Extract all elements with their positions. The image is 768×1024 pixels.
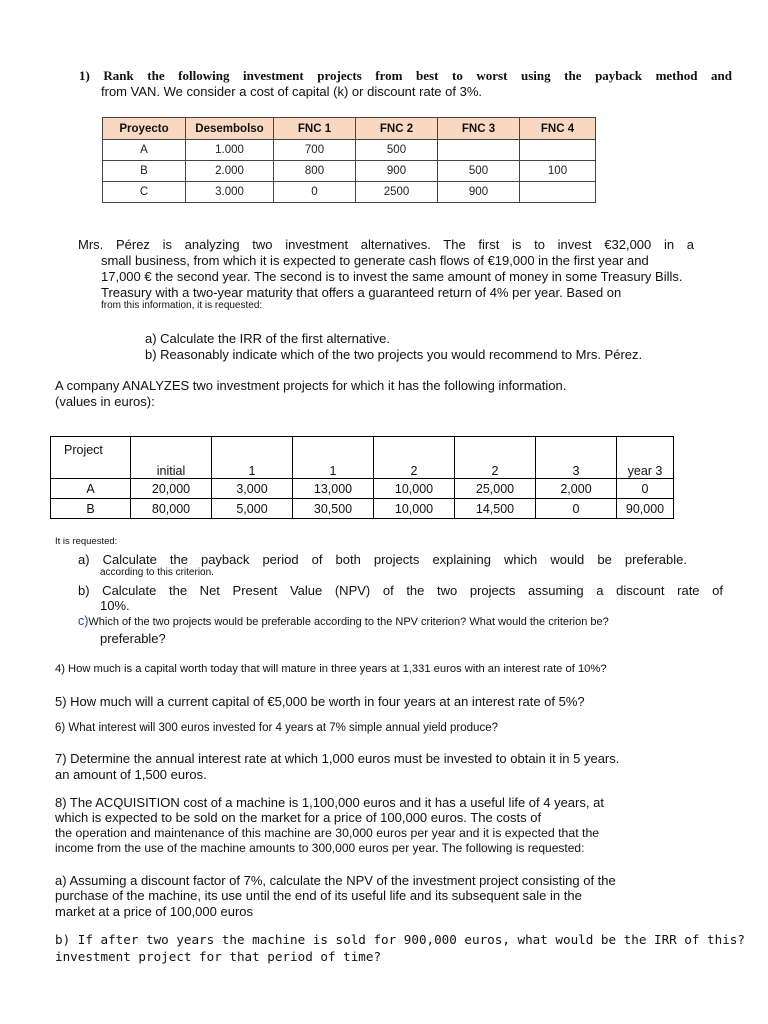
q2-item-b: b) Reasonably indicate which of the two projects you would recommend to Mrs. Pérez. <box>145 347 643 362</box>
table-cell: 3,000 <box>212 479 293 499</box>
table-corner-label: Project <box>51 437 131 479</box>
q3-item-c-text: Which of the two projects would be preferable according to the NPV criterion? What would the criterion be? <box>88 616 609 628</box>
table-cell: 3.000 <box>186 182 274 203</box>
table-cell: 80,000 <box>131 499 212 519</box>
table-header-spacer <box>536 437 617 459</box>
table-header: 2 <box>455 458 536 479</box>
table-header: FNC 2 <box>356 118 438 140</box>
table-cell: 900 <box>356 161 438 182</box>
table-header-row <box>51 437 674 459</box>
q3-item-a-line1: a) Calculate the payback period of both projects explaining which would be preferable. <box>78 552 687 567</box>
table-cell: 1.000 <box>186 140 274 161</box>
table-cell: B <box>51 499 131 519</box>
table-row <box>103 182 596 203</box>
q8-item-a-line1: a) Assuming a discount factor of 7%, calculate the NPV of the investment project consisting of the <box>55 873 616 888</box>
table-cell: 0 <box>617 479 674 499</box>
table-cell: 700 <box>274 140 356 161</box>
table-header-spacer <box>293 437 374 459</box>
table-cell: 2.000 <box>186 161 274 182</box>
q3-item-b-line2: 10%. <box>100 598 130 613</box>
table-cell: 30,500 <box>293 499 374 519</box>
table-cell: 0 <box>274 182 356 203</box>
table-header: 1 <box>293 458 374 479</box>
table-cell: A <box>51 479 131 499</box>
q8-line1: 8) The ACQUISITION cost of a machine is 1,100,000 euros and it has a useful life of 4 years, at <box>55 795 604 810</box>
table-header-spacer <box>212 437 293 459</box>
table-cell: 25,000 <box>455 479 536 499</box>
table-header: FNC 4 <box>520 118 596 140</box>
table-cell: 5,000 <box>212 499 293 519</box>
table-cell: 0 <box>536 499 617 519</box>
table-row <box>51 499 674 519</box>
table-cell: 2500 <box>356 182 438 203</box>
table-header-spacer <box>131 437 212 459</box>
q3-item-c-line2: preferable? <box>100 631 166 646</box>
table-cell: 100 <box>520 161 596 182</box>
table-header: 3 <box>536 458 617 479</box>
table-header: Desembolso <box>186 118 274 140</box>
table-cell: 10,000 <box>374 479 455 499</box>
table-cell: 900 <box>438 182 520 203</box>
table-cell <box>438 140 520 161</box>
table-projects-fnc <box>102 117 596 203</box>
q2-line2: small business, from which it is expected to generate cash flows of €19,000 in the first year and <box>101 253 649 268</box>
q3-item-a-line2: according to this criterion. <box>100 567 214 578</box>
table-header-row <box>51 458 674 479</box>
q4-text: 4) How much is a capital worth today that will mature in three years at 1,331 euros with an interest rate of 10%? <box>55 663 607 675</box>
table-cell: 13,000 <box>293 479 374 499</box>
table-header: FNC 3 <box>438 118 520 140</box>
q8-line4: income from the use of the machine amounts to 300,000 euros per year. The following is requested: <box>55 841 585 855</box>
table-cell: A <box>103 140 186 161</box>
table-header: Proyecto <box>103 118 186 140</box>
table-cell: B <box>103 161 186 182</box>
table-cell: 500 <box>438 161 520 182</box>
q3-item-b-line1: b) Calculate the Net Present Value (NPV) of the two projects assuming a discount rate of <box>78 583 723 598</box>
q3-item-c-line1 <box>78 615 609 629</box>
table-cell: C <box>103 182 186 203</box>
table-cell <box>520 182 596 203</box>
q2-line1: Mrs. Pérez is analyzing two investment alternatives. The first is to invest €32,000 in a <box>78 237 694 252</box>
q3-intro-line1: A company ANALYZES two investment projects for which it has the following information. <box>55 378 567 393</box>
table-header: 1 <box>212 458 293 479</box>
q8-item-b-line1: b) If after two years the machine is sold for 900,000 euros, what would be the IRR of this? <box>55 932 745 947</box>
q3-item-c-label: c) <box>78 614 89 628</box>
table-cell: 2,000 <box>536 479 617 499</box>
q7-line2: an amount of 1,500 euros. <box>55 767 207 782</box>
table-cell: 90,000 <box>617 499 674 519</box>
table-header: initial <box>131 458 212 479</box>
table-row <box>103 140 596 161</box>
table-cell: 800 <box>274 161 356 182</box>
q8-item-a-line2: purchase of the machine, its use until the end of its useful life and its subsequent sale in the <box>55 888 582 903</box>
table-header-spacer <box>617 437 674 459</box>
table-cell <box>520 140 596 161</box>
table-cell: 500 <box>356 140 438 161</box>
q2-line4: Treasury with a two-year maturity that offers a guaranteed return of 4% per year. Based on <box>101 285 622 300</box>
q7-line1: 7) Determine the annual interest rate at which 1,000 euros must be invested to obtain it in 5 years. <box>55 751 620 766</box>
table-row <box>103 161 596 182</box>
q2-line5: from this information, it is requested: <box>101 300 263 311</box>
q3-intro-line2: (values in euros): <box>55 394 155 409</box>
q1-line2: from VAN. We consider a cost of capital (k) or discount rate of 3%. <box>101 84 483 99</box>
table-header-row <box>103 118 596 140</box>
table-investment-projects <box>50 436 674 519</box>
table-cell: 14,500 <box>455 499 536 519</box>
table-cell: 10,000 <box>374 499 455 519</box>
table-header-spacer <box>455 437 536 459</box>
q3-requested-label: It is requested: <box>55 536 118 547</box>
table-header: year 3 <box>617 458 674 479</box>
q8-line3: the operation and maintenance of this machine are 30,000 euros per year and it is expected that the <box>55 826 600 840</box>
q2-item-a: a) Calculate the IRR of the first alternative. <box>145 331 390 346</box>
table-header: 2 <box>374 458 455 479</box>
q2-line3: 17,000 € the second year. The second is to invest the same amount of money in some Treasury Bills. <box>101 269 683 284</box>
table-header: FNC 1 <box>274 118 356 140</box>
q8-item-a-line3: market at a price of 100,000 euros <box>55 904 254 919</box>
table-cell: 20,000 <box>131 479 212 499</box>
q5-text: 5) How much will a current capital of €5,000 be worth in four years at an interest rate of 5%? <box>55 694 585 709</box>
q8-line2: which is expected to be sold on the market for a price of 100,000 euros. The costs of <box>55 810 542 825</box>
q8-item-b-line2: investment project for that period of time? <box>55 949 382 964</box>
table-row <box>51 479 674 499</box>
q6-text: 6) What interest will 300 euros invested for 4 years at 7% simple annual yield produce? <box>55 722 498 734</box>
q1-line1: 1) Rank the following investment projects from best to worst using the payback method and <box>79 68 732 83</box>
table-header-spacer <box>374 437 455 459</box>
